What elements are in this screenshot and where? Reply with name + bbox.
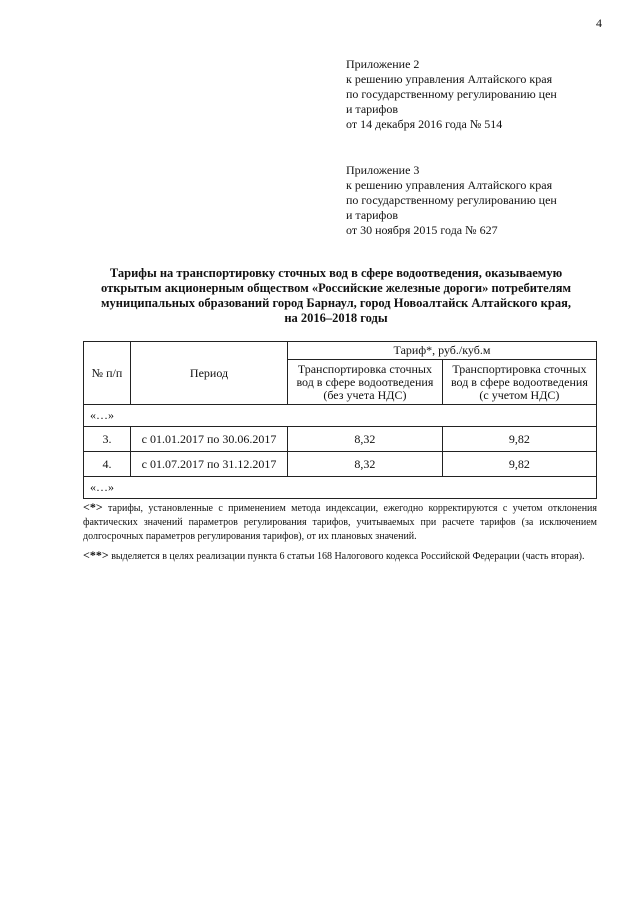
appendix-line: к решению управления Алтайского края — [346, 72, 553, 86]
footnote-text: выделяется в целях реализации пункта 6 статьи 168 Налогового кодекса Российской Федерации (часть вторая). — [111, 551, 585, 562]
footnote — [83, 548, 597, 564]
appendix-line: по государственному регулированию цен — [346, 193, 557, 207]
table-row — [84, 452, 597, 477]
row-period: с 01.07.2017 по 31.12.2017 — [131, 452, 288, 477]
row-tariff-no-vat: 8,32 — [288, 427, 443, 452]
appendix-line: по государственному регулированию цен — [346, 87, 557, 101]
row-number: 3. — [84, 427, 131, 452]
title-line: на 2016–2018 годы — [284, 311, 388, 325]
footnotes — [83, 500, 597, 568]
row-tariff-no-vat: 8,32 — [288, 452, 443, 477]
header-no-vat: Транспортировка сточных вод в сфере водоотведения (без учета НДС) — [288, 360, 443, 405]
header-tariff: Тариф*, руб./куб.м — [288, 342, 597, 360]
header-number: № п/п — [84, 342, 131, 405]
table-ellipsis-end: «…» — [84, 477, 597, 499]
row-tariff-with-vat: 9,82 — [442, 427, 596, 452]
table-row — [84, 427, 597, 452]
footnote-mark: <*> — [83, 500, 103, 514]
tariff-table — [83, 341, 597, 499]
appendix-2-block — [346, 57, 616, 132]
table-ellipsis: «…» — [84, 405, 597, 427]
footnote — [83, 500, 597, 544]
title-line: открытым акционерным обществом «Российские железные дороги» потребителям — [100, 281, 571, 295]
title-line: Тарифы на транспортировку сточных вод в сфере водоотведения, оказываемую — [109, 266, 563, 280]
row-tariff-with-vat: 9,82 — [442, 452, 596, 477]
row-number: 4. — [84, 452, 131, 477]
appendix-line: Приложение 3 — [346, 163, 420, 177]
appendix-line: Приложение 2 — [346, 57, 420, 71]
appendix-line: и тарифов — [346, 208, 399, 222]
footnote-text: тарифы, установленные с применением метода индексации, ежегодно корректируются с учетом отклонения фактических значений параметров регулирования тарифов, учитываемых при расчете тарифов (за исключением долгосрочных параметров регулирования тарифов), от их плановых значений. — [83, 503, 598, 542]
page-number: 4 — [596, 16, 602, 30]
appendix-3-block — [346, 163, 616, 238]
header-period: Период — [131, 342, 288, 405]
appendix-line: и тарифов — [346, 102, 399, 116]
footnote-mark: <**> — [83, 548, 109, 562]
title-line: муниципальных образований город Барнаул, город Новоалтайск Алтайского края, — [101, 296, 571, 310]
document-title — [72, 266, 600, 326]
header-with-vat: Транспортировка сточных вод в сфере водоотведения (с учетом НДС) — [442, 360, 596, 405]
appendix-line: от 30 ноября 2015 года № 627 — [346, 223, 498, 237]
appendix-line: к решению управления Алтайского края — [346, 178, 553, 192]
row-period: с 01.01.2017 по 30.06.2017 — [131, 427, 288, 452]
appendix-line: от 14 декабря 2016 года № 514 — [346, 117, 503, 131]
